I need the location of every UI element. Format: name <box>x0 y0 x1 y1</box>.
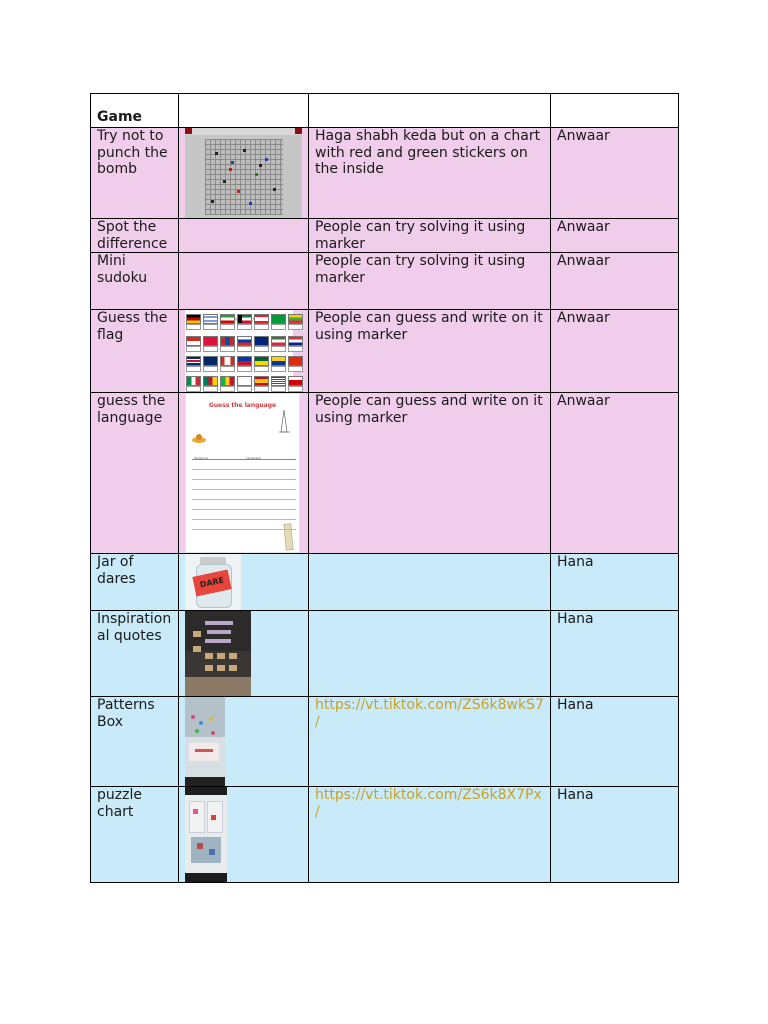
table-row <box>91 611 679 697</box>
game-link-cell <box>309 697 551 787</box>
table-row <box>91 393 679 554</box>
minesweeper-image <box>185 128 302 218</box>
game-description <box>309 554 551 611</box>
table-row <box>91 128 679 219</box>
game-description: People can guess and write on it using marker <box>309 393 551 554</box>
header-owner-cell <box>551 94 679 128</box>
header-row <box>91 94 679 128</box>
puzzle-chart-image <box>185 787 227 882</box>
game-owner: Anwaar <box>551 253 679 310</box>
quotes-board-image <box>185 611 251 696</box>
game-name: guess the language <box>91 393 179 554</box>
game-name: Mini sudoku <box>91 253 179 310</box>
puzzle-chart-link[interactable]: https://vt.tiktok.com/ZS6k8X7Px/ <box>315 787 542 820</box>
language-worksheet-title: Guess the language <box>208 402 277 409</box>
game-owner: Anwaar <box>551 219 679 253</box>
language-worksheet-image: Guess the language Sentence Language <box>185 393 300 553</box>
table-row <box>91 697 679 787</box>
game-image-cell <box>179 128 309 219</box>
game-owner: Hana <box>551 554 679 611</box>
game-description <box>309 611 551 697</box>
patterns-box-image <box>185 697 225 786</box>
game-owner: Hana <box>551 611 679 697</box>
game-name: Guess the flag <box>91 310 179 393</box>
header-image-cell <box>179 94 309 128</box>
game-name: Jar of dares <box>91 554 179 611</box>
table-row <box>91 787 679 883</box>
game-name: Patterns Box <box>91 697 179 787</box>
game-description: People can guess and write on it using marker <box>309 310 551 393</box>
games-table <box>90 93 679 883</box>
game-owner: Hana <box>551 787 679 883</box>
flags-image <box>185 310 293 392</box>
game-image-cell <box>179 219 309 253</box>
header-description-cell <box>309 94 551 128</box>
game-name: Inspirational quotes <box>91 611 179 697</box>
header-game-label: Game <box>97 109 143 125</box>
game-description: Haga shabh keda but on a chart with red and green stickers on the inside <box>309 128 551 219</box>
game-name: Spot the difference <box>91 219 179 253</box>
patterns-box-link[interactable]: https://vt.tiktok.com/ZS6k8wkS7/ <box>315 697 544 730</box>
game-owner: Anwaar <box>551 310 679 393</box>
dare-jar-image <box>185 554 241 610</box>
game-description: People can try solving it using marker <box>309 253 551 310</box>
game-owner: Anwaar <box>551 393 679 554</box>
game-name: Try not to punch the bomb <box>91 128 179 219</box>
game-image-cell <box>179 611 309 697</box>
game-owner: Hana <box>551 697 679 787</box>
table-row <box>91 253 679 310</box>
game-image-cell <box>179 253 309 310</box>
game-image-cell <box>179 554 309 611</box>
game-image-cell <box>179 310 309 393</box>
table-row <box>91 219 679 253</box>
game-description: People can try solving it using marker <box>309 219 551 253</box>
game-name: puzzle chart <box>91 787 179 883</box>
dare-label: DARE <box>192 569 231 596</box>
game-owner: Anwaar <box>551 128 679 219</box>
game-link-cell <box>309 787 551 883</box>
game-image-cell <box>179 697 309 787</box>
game-image-cell <box>179 787 309 883</box>
game-image-cell <box>179 393 309 554</box>
header-game-cell <box>91 94 179 128</box>
table-row <box>91 310 679 393</box>
table-row <box>91 554 679 611</box>
